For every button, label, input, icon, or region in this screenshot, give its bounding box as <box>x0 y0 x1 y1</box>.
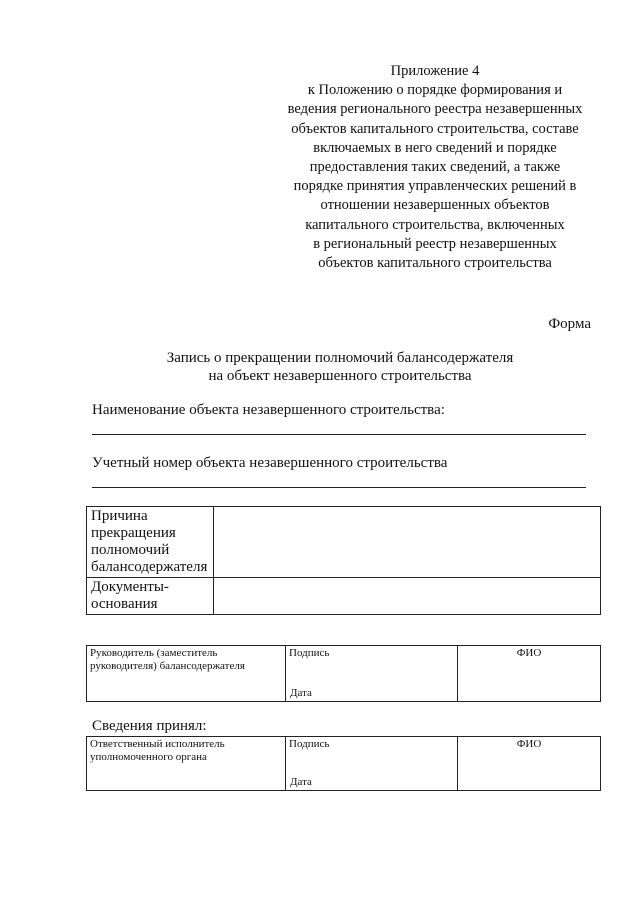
name-cell[interactable] <box>458 646 601 702</box>
table-row <box>87 737 601 791</box>
table-row <box>87 646 601 702</box>
signature-cell[interactable] <box>286 646 458 702</box>
appendix-line: ведения регионального реестра незавершенных <box>287 101 583 118</box>
name-label: ФИО <box>516 647 542 659</box>
title-line-1: Запись о прекращении полномочий балансодержателя <box>166 350 514 366</box>
appendix-line: объектов капитального строительства, составе <box>291 120 579 137</box>
account-number-label: Учетный номер объекта незавершенного строительства <box>92 455 448 471</box>
date-label: Дата <box>290 776 312 788</box>
reason-table <box>86 506 601 615</box>
reason-value-cell[interactable] <box>214 507 601 578</box>
signature-table-balance-holder <box>86 645 601 702</box>
appendix-line: предоставления таких сведений, а также <box>309 159 561 176</box>
appendix-line: Приложение 4 <box>390 63 480 79</box>
documents-label: Документы-основания <box>87 578 214 615</box>
form-label: Форма <box>548 316 591 332</box>
name-label: ФИО <box>516 738 542 750</box>
object-name-field[interactable] <box>92 434 586 435</box>
document-title <box>100 349 580 385</box>
appendix-header <box>270 62 600 273</box>
appendix-line: капитального строительства, включенных <box>305 216 565 233</box>
accepted-label: Сведения принял: <box>92 718 207 734</box>
signature-table-authority <box>86 736 601 791</box>
role-cell: Ответственный исполнитель уполномоченного органа <box>87 737 286 791</box>
signature-label: Подпись <box>289 647 330 659</box>
date-label: Дата <box>290 687 312 699</box>
appendix-line: отношении незавершенных объектов <box>320 197 550 214</box>
appendix-line: объектов капитального строительства <box>318 255 552 272</box>
reason-label: Причина прекращения полномочий балансодержателя <box>87 507 214 578</box>
appendix-line: включаемых в него сведений и порядке <box>313 139 557 156</box>
documents-value-cell[interactable] <box>214 578 601 615</box>
signature-label: Подпись <box>289 738 330 750</box>
signature-cell[interactable] <box>286 737 458 791</box>
object-name-label: Наименование объекта незавершенного строительства: <box>92 402 445 418</box>
title-line-2: на объект незавершенного строительства <box>208 368 472 384</box>
appendix-line: порядке принятия управленческих решений в <box>293 178 577 195</box>
table-row <box>87 578 601 615</box>
table-row <box>87 507 601 578</box>
role-cell: Руководитель (заместитель руководителя) балансодержателя <box>87 646 286 702</box>
appendix-line: в региональный реестр незавершенных <box>313 235 557 252</box>
account-number-field[interactable] <box>92 487 586 488</box>
name-cell[interactable] <box>458 737 601 791</box>
appendix-line: к Положению о порядке формирования и <box>307 82 563 99</box>
